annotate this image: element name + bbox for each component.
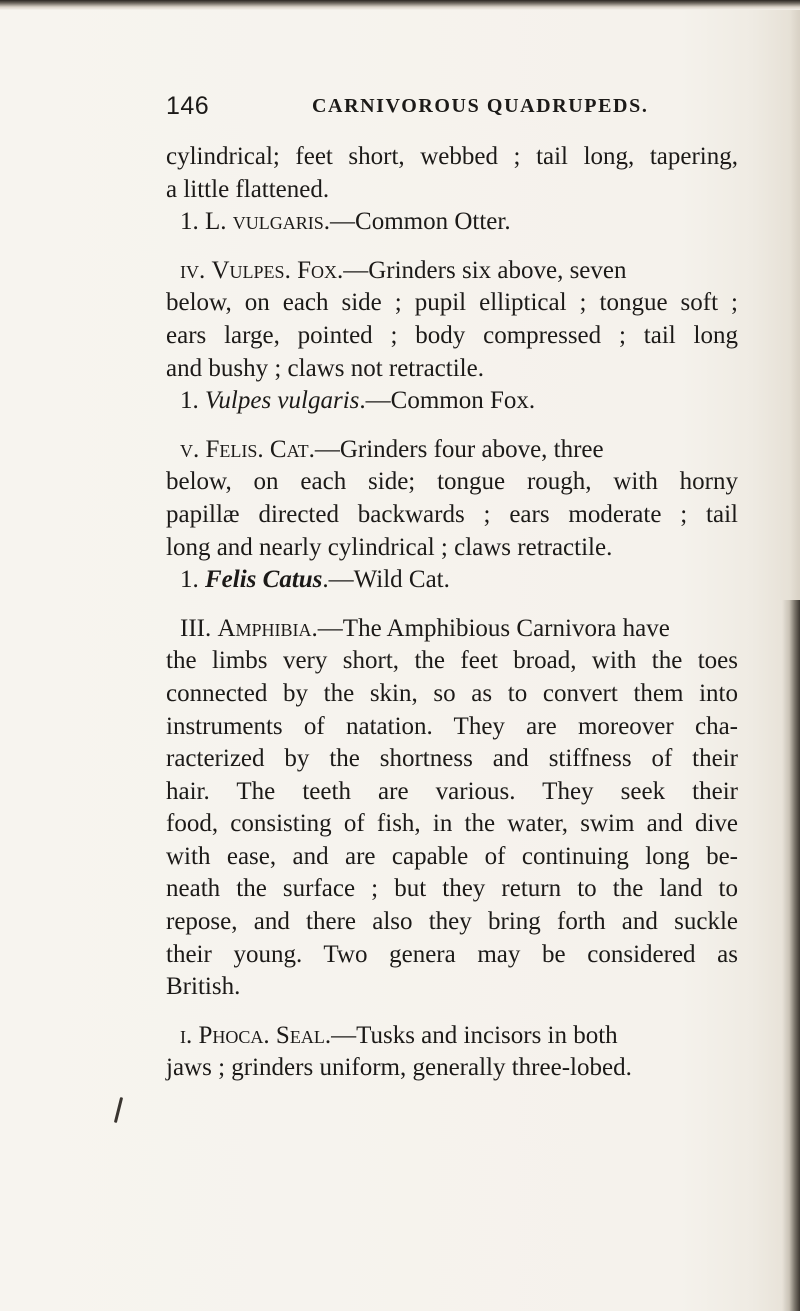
genus-description: .—Grinders four above, three	[308, 435, 604, 463]
text-line: their young. Two genera may be considered as	[166, 940, 738, 968]
species-entry-cat	[166, 564, 738, 597]
text-line: cylindrical; feet short, webbed ; tail long, tapering,	[166, 143, 738, 170]
page-top-edge-shadow	[0, 0, 800, 10]
text-line: with ease, and are capable of continuing long be-	[166, 842, 738, 870]
species-name: Felis Catus	[205, 566, 323, 594]
page-number: 146	[166, 92, 210, 120]
species-entry-otter	[166, 206, 738, 239]
text-line: below, on each side; tongue rough, with horny	[166, 468, 738, 496]
species-name: vulgaris	[232, 208, 324, 236]
text-line: and bushy ; claws not retractile.	[166, 354, 484, 382]
genus-numeral: v.	[180, 435, 200, 463]
text-line: a little flattened.	[166, 175, 330, 203]
page-body	[166, 141, 738, 1085]
genus-heading-phoca	[166, 1020, 738, 1053]
genus-name: Vulpes.	[211, 256, 291, 284]
genus-heading-felis	[166, 434, 738, 467]
text-line: neath the surface ; but they return to the land to	[166, 875, 738, 903]
stray-ink-mark	[114, 1097, 123, 1123]
page-binding-shadow	[782, 600, 800, 1311]
text-line: food, consisting of fish, in the water, swim and dive	[166, 810, 738, 838]
species-common-name: .—Common Fox.	[359, 387, 536, 415]
text-line: repose, and there also they bring forth and suckle	[166, 908, 738, 936]
text-line: racterized by the shortness and stiffness of their	[166, 745, 738, 773]
text-line: below, on each side ; pupil elliptical ; tongue soft ;	[166, 289, 738, 317]
species-entry-fox	[166, 385, 738, 418]
genus-name: Felis.	[205, 435, 264, 463]
running-head: CARNIVOROUS QUADRUPEDS.	[312, 95, 649, 117]
species-number: 1. L.	[180, 208, 227, 236]
genus-name: Phoca.	[198, 1021, 270, 1049]
genus-heading-vulpes	[166, 255, 738, 288]
text-line: long and nearly cylindrical ; claws retractile.	[166, 533, 613, 561]
species-name: Vulpes vulgaris	[205, 387, 360, 415]
text-line: papillæ directed backwards ; ears moderate ; tail	[166, 500, 738, 528]
text-line: hair. The teeth are various. They seek their	[166, 777, 738, 805]
species-number: 1.	[180, 566, 199, 594]
page-header	[166, 92, 726, 126]
species-common-name: .—Wild Cat.	[322, 566, 450, 594]
genus-common-name: Cat	[269, 435, 309, 463]
text-line: the limbs very short, the feet broad, with the toes	[166, 647, 738, 675]
genus-description: .—Tusks and incisors in both	[324, 1021, 618, 1049]
section-term: Amphibia	[217, 614, 312, 642]
genus-description: .—Grinders six above, seven	[336, 256, 627, 284]
species-number: 1.	[180, 387, 199, 415]
section-heading-amphibia	[166, 613, 738, 646]
text-line: British.	[166, 973, 241, 1001]
genus-numeral: i.	[180, 1021, 193, 1049]
page-right-edge-fade	[790, 10, 800, 610]
text-line: ears large, pointed ; body compressed ; tail long	[166, 321, 738, 349]
section-description: .—The Amphibious Carnivora have	[311, 614, 670, 642]
text-line: connected by the skin, so as to convert them into	[166, 679, 738, 707]
species-common-name: .—Common Otter.	[323, 208, 511, 236]
text-line: jaws ; grinders uniform, generally three-lobed.	[166, 1054, 632, 1082]
section-numeral: III.	[180, 614, 212, 642]
text-line: instruments of natation. They are moreover cha-	[166, 712, 738, 740]
genus-numeral: iv.	[180, 256, 206, 284]
genus-common-name: Fox	[297, 256, 337, 284]
genus-common-name: Seal	[275, 1021, 325, 1049]
